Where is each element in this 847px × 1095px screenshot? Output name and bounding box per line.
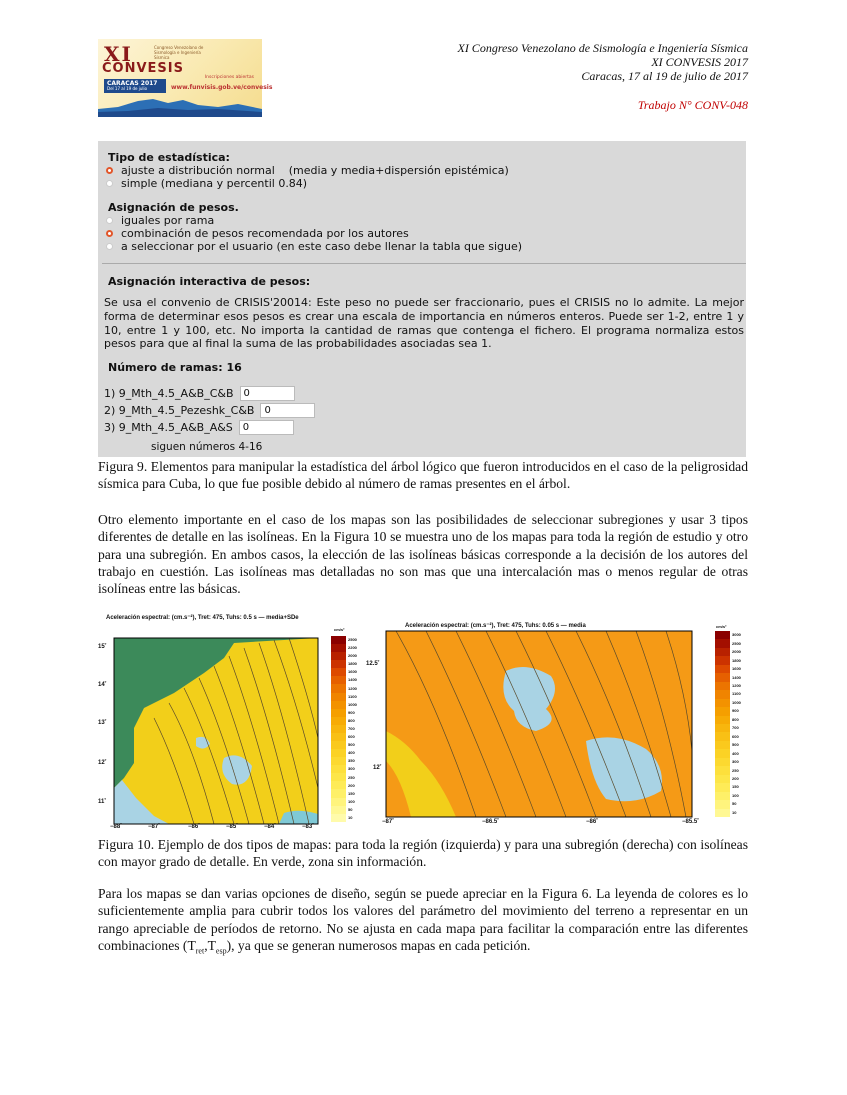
logo-convesis: CONVESIS bbox=[102, 61, 184, 76]
color-scale-label: 500 bbox=[348, 742, 355, 748]
logo-xi: XI bbox=[104, 42, 133, 66]
color-scale-step bbox=[715, 699, 730, 707]
lon-label: −85.5˚ bbox=[682, 819, 700, 825]
color-scale-label: 100 bbox=[348, 798, 355, 804]
color-scale-step bbox=[715, 648, 730, 656]
subscript-ret: ret bbox=[195, 946, 205, 956]
color-scale-label: 2500 bbox=[348, 637, 357, 643]
color-scale-label: 1800 bbox=[348, 661, 357, 667]
color-scale-label: 2500 bbox=[732, 640, 741, 646]
color-scale-step bbox=[331, 684, 346, 692]
color-scale-step bbox=[331, 789, 346, 797]
color-scale-label: 100 bbox=[732, 792, 739, 798]
lon-label: −87˚ bbox=[382, 819, 395, 825]
lat-label: 11˚ bbox=[98, 799, 107, 805]
divider bbox=[102, 263, 746, 264]
color-scale-step bbox=[715, 656, 730, 664]
color-scale-step bbox=[331, 701, 346, 709]
option-label: a seleccionar por el usuario (en este caso debe llenar la tabla que sigue) bbox=[121, 240, 523, 253]
logo-badge-city: CARACAS 2017 bbox=[107, 80, 158, 87]
map-right-title: Aceleración espectral: (cm.s⁻²), Tret: 475, Tuhs: 0.05 s — media bbox=[405, 623, 586, 629]
color-scale-label: 10 bbox=[732, 809, 737, 815]
color-scale-label: 1600 bbox=[348, 669, 357, 675]
color-scale-step bbox=[331, 676, 346, 684]
weights-title: Asignación de pesos. bbox=[108, 201, 239, 214]
color-scale-label: 1200 bbox=[348, 685, 357, 691]
color-scale-step bbox=[331, 741, 346, 749]
lat-label: 13˚ bbox=[98, 720, 107, 726]
option-label: simple (mediana y percentil 0.84) bbox=[121, 177, 308, 190]
logo-badge-dates: Del 17 al 19 de julio bbox=[107, 86, 148, 91]
color-scale-step bbox=[715, 732, 730, 740]
radio-icon[interactable] bbox=[106, 243, 113, 250]
paragraph-text: ), ya que se generan numerosos mapas en cada petición. bbox=[226, 937, 531, 953]
color-scale-label: 50 bbox=[348, 806, 353, 812]
color-scale-label: 800 bbox=[348, 717, 355, 723]
lat-label: 15˚ bbox=[98, 644, 107, 650]
color-scale-left-labels bbox=[348, 636, 362, 822]
logo-inscriptions: Inscripciones abiertas bbox=[204, 75, 254, 80]
radio-selected-icon[interactable] bbox=[106, 230, 113, 237]
stat-type-title: Tipo de estadística: bbox=[108, 151, 230, 164]
map-right-unit: cm/s² bbox=[716, 624, 727, 629]
radio-icon[interactable] bbox=[106, 180, 113, 187]
map-subregion bbox=[365, 612, 747, 832]
color-scale-step bbox=[331, 709, 346, 717]
color-scale-label: 600 bbox=[348, 734, 355, 740]
figure-9-form bbox=[98, 141, 746, 457]
branch-weight-input[interactable]: 0 bbox=[239, 420, 294, 435]
color-scale-label: 800 bbox=[732, 716, 739, 722]
paragraph-maps-subregions: Otro elemento importante en el caso de los mapas son las posibilidades de seleccionar subregiones y usar 3 tipos diferentes de detalle en las isolíneas. En la Figura 10 se muestra uno de los mapas para toda la región de estudio y otro para una subregión. En ambos casos, la elección de las isolíneas básicas corresponde a la decisión de los autores del trabajo en cuestión. Las isolíneas mas detalladas no son mas que una intercalación mas o menos regular de otras isolíneas entre las básicas. bbox=[98, 512, 748, 597]
color-scale-label: 700 bbox=[732, 725, 739, 731]
color-scale-label: 350 bbox=[348, 758, 355, 764]
color-scale-label: 250 bbox=[348, 774, 355, 780]
map-full-region bbox=[98, 612, 357, 832]
color-scale-label: 400 bbox=[732, 750, 739, 756]
color-scale-right-labels bbox=[732, 631, 746, 817]
map-left-plot bbox=[114, 638, 318, 824]
color-scale-step bbox=[715, 766, 730, 774]
color-scale-label: 250 bbox=[732, 767, 739, 773]
color-scale-step bbox=[715, 741, 730, 749]
conference-line: XI CONVESIS 2017 bbox=[651, 55, 748, 69]
color-scale-step bbox=[331, 652, 346, 660]
branch-weight-input[interactable]: 0 bbox=[240, 386, 295, 401]
lon-label: −86˚ bbox=[188, 824, 201, 830]
conference-line: XI Congreso Venezolano de Sismología e Ingeniería Sísmica bbox=[457, 41, 748, 55]
color-scale-label: 900 bbox=[732, 708, 739, 714]
mountain-skyline-icon bbox=[98, 95, 262, 117]
color-scale-step bbox=[331, 814, 346, 822]
lon-label: −87˚ bbox=[148, 824, 161, 830]
color-scale-label: 10 bbox=[348, 814, 353, 820]
branch-label: 2) 9_Mth_4.5_Pezeshk_C&B bbox=[104, 404, 255, 417]
color-scale-step bbox=[715, 639, 730, 647]
color-scale-label: 1600 bbox=[732, 666, 741, 672]
logo-website: www.funvisis.gob.ve/convesis bbox=[171, 84, 273, 91]
color-scale-label: 600 bbox=[732, 733, 739, 739]
color-scale-step bbox=[331, 733, 346, 741]
color-scale-step bbox=[715, 783, 730, 791]
color-scale-step bbox=[331, 693, 346, 701]
branch-label: 3) 9_Mth_4.5_A&B_A&S bbox=[104, 421, 233, 434]
color-scale-step bbox=[715, 707, 730, 715]
color-scale-label: 3000 bbox=[732, 632, 741, 638]
color-scale-step bbox=[715, 775, 730, 783]
color-scale-label: 300 bbox=[348, 766, 355, 772]
more-branches-note: siguen números 4-16 bbox=[151, 441, 263, 453]
color-scale-step bbox=[331, 644, 346, 652]
color-scale-step bbox=[331, 806, 346, 814]
interactive-weights-title: Asignación interactiva de pesos: bbox=[108, 275, 311, 288]
conference-logo bbox=[98, 39, 273, 117]
color-scale-step bbox=[715, 631, 730, 639]
option-label: ajuste a distribución normal (media y media+dispersión epistémica) bbox=[121, 164, 509, 177]
lon-label: −85˚ bbox=[226, 824, 239, 830]
lat-label: 12.5˚ bbox=[366, 661, 380, 667]
color-scale-label: 150 bbox=[732, 784, 739, 790]
color-scale-step bbox=[331, 668, 346, 676]
stat-option-simple[interactable] bbox=[106, 177, 307, 190]
option-label: iguales por rama bbox=[121, 214, 215, 227]
lon-label: −86.5˚ bbox=[482, 819, 500, 825]
conference-line: Caracas, 17 al 19 de julio de 2017 bbox=[581, 69, 748, 83]
paragraph-text: ,T bbox=[204, 937, 216, 953]
color-scale-label: 500 bbox=[732, 742, 739, 748]
color-scale-step bbox=[715, 682, 730, 690]
lon-label: −88˚ bbox=[110, 824, 123, 830]
branch-label: 1) 9_Mth_4.5_A&B_C&B bbox=[104, 387, 234, 400]
color-scale-step bbox=[715, 665, 730, 673]
color-scale-label: 400 bbox=[348, 750, 355, 756]
logo-small-text: Congreso Venezolano de Sismología e Ingeniería Sísmica bbox=[154, 45, 204, 60]
radio-selected-icon[interactable] bbox=[106, 167, 113, 174]
color-scale-label: 1400 bbox=[348, 677, 357, 683]
color-scale-step bbox=[331, 660, 346, 668]
subscript-esp: esp bbox=[215, 946, 227, 956]
interactive-weights-text: Se usa el convenio de CRISIS'20014: Este peso no puede ser fraccionario, pues el CRISIS no lo admite. La mejor forma de determinar esos pesos es crear una escala de importancia en números enteros. Puede ser 1-2, entre 1 y 10, entre 1 y 100, etc. No importa la cantidad de ramas que contenga el fichero. El programa normaliza estos pesos para que al final la suma de las probabilidades asociadas sea 1. bbox=[104, 296, 744, 351]
figure-9-caption: Figura 9. Elementos para manipular la estadística del árbol lógico que fueron introducidos en el caso de la peligrosidad sísmica para Cuba, lo que fue posible debido al número de ramas presentes en el árbol. bbox=[98, 459, 748, 492]
color-scale-label: 1100 bbox=[348, 693, 357, 699]
color-scale-step bbox=[715, 673, 730, 681]
color-scale-step bbox=[715, 749, 730, 757]
color-scale-label: 200 bbox=[732, 775, 739, 781]
map-right-plot bbox=[386, 631, 692, 817]
lat-label: 12˚ bbox=[373, 765, 382, 771]
color-scale-label: 2000 bbox=[732, 649, 741, 655]
color-scale-step bbox=[331, 757, 346, 765]
color-scale-label: 1400 bbox=[732, 674, 741, 680]
color-scale-label: 200 bbox=[348, 782, 355, 788]
color-scale-step bbox=[331, 725, 346, 733]
branch-row bbox=[104, 403, 315, 418]
branches-title: Número de ramas: 16 bbox=[108, 361, 242, 374]
color-scale-step bbox=[715, 724, 730, 732]
color-scale-label: 2200 bbox=[348, 645, 357, 651]
radio-icon[interactable] bbox=[106, 217, 113, 224]
color-scale-step bbox=[715, 690, 730, 698]
color-scale-label: 1000 bbox=[348, 701, 357, 707]
logo-badge bbox=[104, 79, 166, 93]
color-scale-step bbox=[715, 716, 730, 724]
paper-number: Trabajo N° CONV-048 bbox=[637, 98, 748, 112]
lon-label: −86˚ bbox=[586, 819, 599, 825]
color-scale-label: 300 bbox=[732, 759, 739, 765]
color-scale-step bbox=[331, 773, 346, 781]
color-scale-step bbox=[331, 765, 346, 773]
color-scale-step bbox=[715, 800, 730, 808]
option-label: combinación de pesos recomendada por los autores bbox=[121, 227, 409, 240]
color-scale-label: 2000 bbox=[348, 653, 357, 659]
map-left-unit: cm/s² bbox=[334, 627, 345, 632]
color-scale-step bbox=[331, 636, 346, 644]
lat-label: 12˚ bbox=[98, 760, 107, 766]
lon-label: −84˚ bbox=[264, 824, 277, 830]
weights-option-recommended[interactable] bbox=[106, 227, 409, 240]
color-scale-label: 1000 bbox=[732, 699, 741, 705]
color-scale-label: 900 bbox=[348, 709, 355, 715]
branch-weight-input[interactable]: 0 bbox=[260, 403, 315, 418]
color-scale-right bbox=[715, 631, 730, 817]
color-scale-step bbox=[331, 798, 346, 806]
paragraph-text: Para los mapas se dan varias opciones de diseño, según se puede apreciar en la Figura 6. La leyenda de colores es lo suficientemente amplia para cubrir todos los valores del parámetro del movimiento del terreno a representar en un rango apreciable de períodos de retorno. No se ajusta en cada mapa para facilitar la comparación entre las diferentes combinaciones (T bbox=[98, 886, 748, 953]
weights-option-equal[interactable] bbox=[106, 214, 214, 227]
color-scale-step bbox=[715, 758, 730, 766]
branch-row bbox=[104, 420, 294, 435]
lon-label: −83˚ bbox=[302, 824, 315, 830]
conference-info bbox=[457, 41, 748, 83]
figure-10-caption: Figura 10. Ejemplo de dos tipos de mapas: para toda la región (izquierda) y para una subregión (derecha) con isolíneas con mayor grado de detalle. En verde, zona sin información. bbox=[98, 837, 748, 870]
paragraph-map-design bbox=[98, 885, 748, 960]
color-scale-step bbox=[715, 809, 730, 817]
color-scale-label: 1800 bbox=[732, 657, 741, 663]
map-left-title: Aceleración espectral: (cm.s⁻²), Tret: 475, Tuhs: 0.5 s — media+SDe bbox=[106, 615, 299, 621]
color-scale-left bbox=[331, 636, 346, 822]
color-scale-step bbox=[331, 749, 346, 757]
color-scale-label: 700 bbox=[348, 726, 355, 731]
color-scale-step bbox=[331, 717, 346, 725]
color-scale-step bbox=[331, 781, 346, 789]
lat-label: 14˚ bbox=[98, 682, 107, 688]
color-scale-label: 150 bbox=[348, 790, 355, 796]
stat-option-normal[interactable] bbox=[106, 164, 509, 177]
color-scale-label: 1200 bbox=[732, 682, 741, 688]
weights-option-user[interactable] bbox=[106, 240, 522, 253]
color-scale-label: 1100 bbox=[732, 691, 741, 697]
color-scale-step bbox=[715, 792, 730, 800]
branch-row bbox=[104, 386, 295, 401]
color-scale-label: 50 bbox=[732, 801, 737, 807]
